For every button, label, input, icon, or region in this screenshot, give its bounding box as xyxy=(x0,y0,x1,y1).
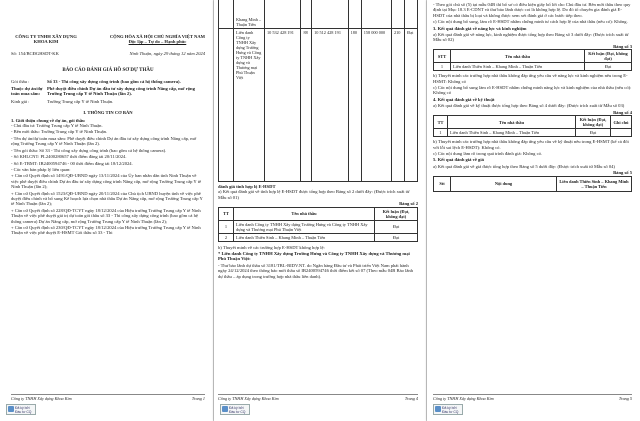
owner-value: Trường Trung cấp Y tế Ninh Thuận. xyxy=(47,98,114,104)
column-header: Ghi chú xyxy=(611,116,632,129)
national-motto: Độc lập – Tự do – Hạnh phúc xyxy=(128,39,187,45)
column-header: TT xyxy=(434,116,448,129)
table-5-title: Bảng số 5 xyxy=(613,170,632,176)
paragraph: - Chủ đầu tư: Trường Trung cấp Y tế Ninh Thuận. xyxy=(11,123,103,129)
signature-label: Đã ký bởi Đầu tư CQ xyxy=(229,406,246,414)
page-footer xyxy=(11,394,205,401)
digital-signature-badge[interactable] xyxy=(220,404,250,415)
paragraph: c) Các nội dung bổ sung làm rõ E-HSDT nhằm chứng minh năng lực và kinh nghiệm của nhà thầu (nếu có): Không có xyxy=(433,85,632,96)
paragraph: b) Thuyết minh các trường hợp nhà thầu không đáp ứng yêu cầu về kỹ thuật nêu trong E-HSMT (kể cả đối với lỗi sai lệch E-HSDT): Không có. xyxy=(433,139,629,150)
republic-title: CỘNG HÒA XÃ HỘI CHỦ NGHĨA VIỆT NAM xyxy=(109,34,205,39)
document-header xyxy=(11,34,205,45)
table-cell: 10 532 428 191 xyxy=(265,29,301,182)
table-cell xyxy=(611,129,632,137)
column-header: Liên danh Thiên Sinh – Khang Minh – Thuận Tiến xyxy=(557,176,632,191)
project-value: Phê duyệt điều chỉnh Dự án đầu tư xây dựng công trình Nâng cấp, mở rộng Trường Trung cấp Y tế Ninh Thuận (lần 2). xyxy=(47,86,195,97)
table-cell: 88 xyxy=(301,29,312,182)
package-value: Số 33 - Thi công xây dựng công trình (bao gồm cả hệ thống camera). xyxy=(47,78,181,84)
table-row xyxy=(434,63,632,71)
paragraph: c) Các nội dung bổ sung, làm rõ E-HSDT nhằm chứng minh tư cách hợp lệ của nhà thầu (nếu có): Không. xyxy=(433,19,628,25)
table-cell: 1 xyxy=(219,220,234,233)
table-row xyxy=(219,0,418,29)
column-header: TT xyxy=(219,207,234,220)
paragraph: a) Kết quả đánh giá về giá được tổng hợp theo Bảng số 5 dưới đây: (Được trích xuất từ Mẫu số 04) xyxy=(433,163,615,169)
table-row xyxy=(219,233,418,241)
footer-page-number: Trang 5 xyxy=(618,396,632,401)
table-cell: Liên danh Công ty TNHH Xây dựng Trường Hưng và Công ty TNHH Xây dựng và Thương mại Phú Thuận Việt xyxy=(234,29,265,182)
paragraph: - Tên dự án/dự toán mua sắm: Phê duyệt điều chỉnh Dự án đầu tư xây dựng công trình Nâng cấp, mở rộng Trường Trung cấp Y tế Ninh Thuận (lần 2). xyxy=(11,135,197,147)
table-cell: Đạt xyxy=(576,129,611,137)
document-page-1 xyxy=(0,0,213,421)
signature-icon xyxy=(435,406,441,412)
table-3-title: Bảng số 3 xyxy=(613,43,632,49)
signature-label: Đã ký bởi Đầu tư CQ xyxy=(15,406,32,414)
paragraph: a) Kết quả đánh giá về tính hợp lệ E-HSDT được tổng hợp theo Bảng số 2 dưới đây: (Được trích xuất từ Mẫu số 01) xyxy=(218,189,410,200)
table-cell: Liên danh Thiên Sinh – Khang Minh – Thuận Tiến xyxy=(451,63,585,71)
footer-company: Công ty TNHH Xây dựng Khoa Kim xyxy=(433,396,494,401)
table-cell: Khang Minh – Thuận Tiến xyxy=(234,0,265,29)
price-summary-table xyxy=(218,0,418,182)
section-1-heading: I. THÔNG TIN CƠ BẢN xyxy=(83,110,133,116)
paragraph: b) Thuyết minh về các trường hợp E-HSDT không hợp lệ: xyxy=(218,244,325,250)
company-name: CÔNG TY TNHH XÂY DỰNG KHOA KIM xyxy=(15,34,77,45)
table-cell: Đạt xyxy=(375,220,418,233)
paragraph: - Tên gói thầu: Số 33 - Thi công xây dựng công trình (bao gồm cả hệ thống camera). xyxy=(11,147,167,153)
table-cell: 1 xyxy=(434,129,448,137)
project-label: Thuộc dự án/dự toán mua sắm: xyxy=(11,86,43,97)
digital-signature-badge[interactable] xyxy=(6,404,36,415)
column-header: Stt xyxy=(434,176,451,191)
footer-page-number: Trang 4 xyxy=(404,396,418,401)
paragraph: - Số E-TBMT: IB2400594746 - 00 thời điểm đăng tải 18/12/2024. xyxy=(11,160,133,166)
paragraph: * Liên danh Công ty TNHH Xây dựng Trường Hưng và Công ty TNHH Xây dựng và Thương mại Phú Thuận Việt: xyxy=(218,251,410,262)
paragraph: + Căn cứ Quyết định số 1491/QĐ-UBND ngày 13/11/2024 của Ủy ban nhân dân tỉnh Ninh Thuận về việc phê duyệt điều chỉnh Dự án đầu tư xây dựng công trình Nâng cấp, mở rộng Trường Trung cấp Y tế Ninh Thuận (lần 2); xyxy=(11,173,202,190)
table-row xyxy=(434,129,632,137)
document-number: Số: 154/BCĐGHSDT-KK xyxy=(11,50,59,56)
section-5-heading: 5. Kết quả đánh giá về giá xyxy=(433,157,484,163)
table-cell: Liên danh Thiên Sinh – Khang Minh – Thuận Tiến xyxy=(234,233,375,241)
paragraph: - Thư bảo lãnh dự thầu số 3181/TBL-BIDV.NT. do Ngân hàng Đầu tư và Phát triển Việt Nam phát hành ngày 24/12/2024 theo thông báo mời thầu số IB2400594746 thời điểm kết số 07 (Theo mẫu 04B Bảo lãnh dự thầu – áp dụng trong trường hợp nhà thầu liên danh). xyxy=(218,262,413,279)
table-cell: Liên danh Thiên Sinh – Khang Minh – Thuận Tiến xyxy=(448,129,576,137)
table-cell: 158 000 000 xyxy=(361,29,391,182)
signature-icon xyxy=(222,406,228,412)
owner-label: Kinh giá : xyxy=(11,98,30,104)
table-cell: Đạt xyxy=(585,63,632,71)
table-cell: 2 xyxy=(219,233,234,241)
table-header-row xyxy=(434,176,632,191)
table-header-row xyxy=(434,116,632,129)
column-header: Nội dung xyxy=(451,176,557,191)
section-4-heading: 4. Kết quả đánh giá về kỹ thuật xyxy=(433,96,495,102)
table-row xyxy=(219,29,418,182)
column-header: Kết luận (Đạt, không đạt) xyxy=(576,116,611,129)
paragraph: b) Thuyết minh các trường hợp nhà thầu không đáp ứng yêu cầu về năng lực và kinh nghiệm nêu trong E-HSMT: Không có xyxy=(433,73,628,84)
table-cell: 210 xyxy=(392,29,405,182)
table-4-title: Bảng số 4 xyxy=(613,109,632,115)
table-cell: Đạt xyxy=(375,233,418,241)
table-2-title: Bảng số 2 xyxy=(399,201,418,207)
table-cell: 1 xyxy=(434,63,451,71)
footer-company: Công ty TNHH Xây dựng Khoa Kim xyxy=(218,396,279,401)
signature-label: Đã ký bởi Đầu tư CQ xyxy=(442,406,459,414)
section-3-heading: 3. Kết quả đánh giá về năng lực và kinh nghiệm xyxy=(433,25,527,31)
column-header: Kết luận (Đạt, không đạt) xyxy=(375,207,418,220)
paragraph: + Căn cứ Quyết định số 230/QĐ-TCYT ngày 18/12/2024 của Hiệu trưởng Trường Trung cấp Y tế Ninh Thuận về việc phê duyệt E-HSMT Gói thầu số 33 - Thi xyxy=(11,224,201,236)
paragraph: a) Kết quả đánh giá về năng lực, kinh nghiệm được tổng hợp theo Bảng số 3 dưới đây: (Được trích xuất từ Mẫu số 02) xyxy=(433,32,629,43)
digital-signature-badge[interactable] xyxy=(433,404,463,415)
column-header: STT xyxy=(434,50,451,63)
table-cell: 10 512 428 191 xyxy=(312,29,348,182)
table-cell: 180 xyxy=(348,29,361,182)
report-title: BÁO CÁO ĐÁNH GIÁ HỒ SƠ DỰ THẦU xyxy=(62,68,154,74)
document-page-3 xyxy=(427,0,640,421)
page-footer xyxy=(218,394,418,401)
package-label: Gói thầu : xyxy=(11,78,30,84)
paragraph: - Các văn bản pháp lý liên quan: xyxy=(11,166,71,172)
paragraph: - Theo gói chú số (5) tại mẫu 04B thì bổ sơ có điều kiện giấy bổ lời cho Chủ đầu tư. Bên mời thầu theo quy định tại Mục 18.3 E-CDNT và thư bảo lãnh dược coi là không hợp lệ. Do đó tổ chuyên gia đánh giá E-HSDT của nhà thầu bị loại và không được xem xét đánh giá ở các bước tiếp theo. xyxy=(433,2,631,18)
footer-page-number: Trang 1 xyxy=(191,396,205,401)
column-header: Tên nhà thầu xyxy=(234,207,375,220)
table-cell: Liên danh Công ty TNHH Xây dựng Trường Hưng và Công ty TNHH Xây dựng và Thương mại Phú Thuận Việt xyxy=(234,220,375,233)
capability-table xyxy=(433,49,632,71)
column-header: Kết luận (Đạt, không đạt) xyxy=(585,50,632,63)
validity-table xyxy=(218,207,418,242)
paragraph: + Căn cứ Quyết định số 1523/QĐ-UBND ngày 20/11/2024 của Chủ tịch UBND huyện tỉnh về việc phê duyệt điều chỉnh và bổ sung Kế hoạch lựa chọn nhà thầu Dự án Nâng cấp, mở rộng Trường Trung cấp Y tế Ninh Thuận (lần 2); xyxy=(11,190,203,207)
section-1-1-heading: 1. Giới thiệu chung về dự án, gói thầu xyxy=(11,117,85,123)
table-row xyxy=(219,220,418,233)
paragraph: - Bên mời thầu: Trường Trung cấp Y tế Ninh Thuận. xyxy=(11,129,108,135)
column-header: Tên nhà thầu xyxy=(448,116,576,129)
paragraph: a) Kết quả đánh giá về kỹ thuật được tổng hợp theo Bảng số 4 dưới đây: (Được trích xuất từ Mẫu số 03) xyxy=(433,103,625,109)
place-date: Ninh Thuận, ngày 29 tháng 12 năm 2024 xyxy=(129,50,205,56)
page-footer xyxy=(433,394,632,401)
table-cell: Đạt xyxy=(405,29,418,182)
table-header-row xyxy=(219,207,418,220)
document-page-2 xyxy=(214,0,426,421)
paragraph: c) Các nội dung làm rõ trong quá trình đánh giá: Không có. xyxy=(433,150,543,156)
price-table xyxy=(433,176,632,192)
technical-table xyxy=(433,115,632,137)
left-label: đánh giá tính hợp lệ E-HSDT xyxy=(218,184,276,189)
signature-icon xyxy=(8,406,14,412)
paragraph: - Số KHLCNT: PL2400280657 thời điểm đăng tải 20/11/2024. xyxy=(11,154,127,160)
paragraph: + Căn cứ Quyết định số 228/QĐ-TCYT ngày 18/12/2024 của Hiệu trưởng Trường Trung cấp Y tế Ninh Thuận về việc phê duyệt giá trị dự toán gói thầu số 33 - Thi công xây dựng công trình (bao gồm cả hệ thống camera) Dự án Nâng cấp, mở rộng Trường Trung cấp Y tế Ninh Thuận (lần 2); xyxy=(11,207,201,224)
column-header: Tên nhà thầu xyxy=(451,50,585,63)
footer-company: Công ty TNHH Xây dựng Khoa Kim xyxy=(11,396,72,401)
table-header-row xyxy=(434,50,632,63)
